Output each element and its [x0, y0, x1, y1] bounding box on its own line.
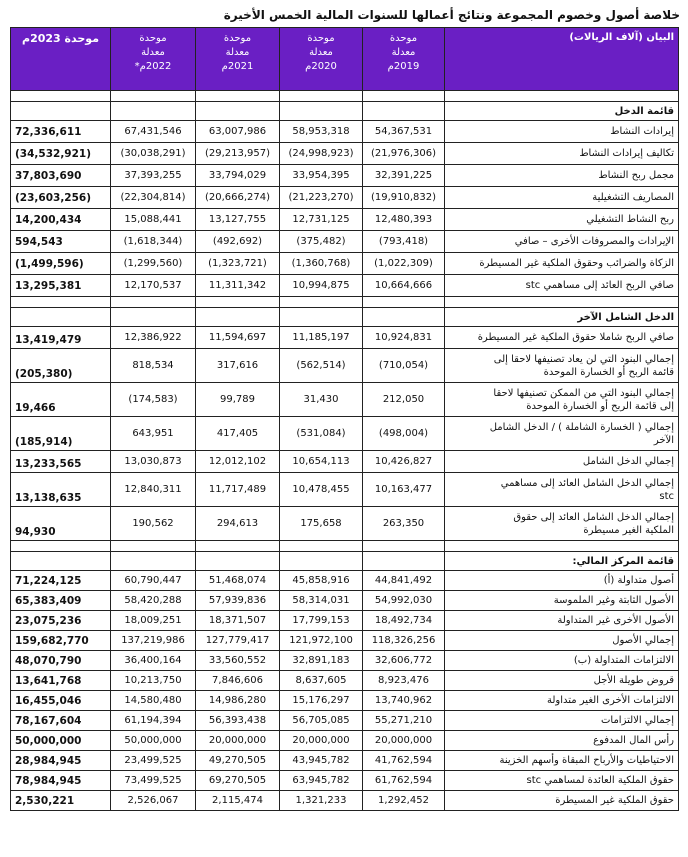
value-2023: 78,167,604	[11, 711, 111, 731]
header-year-2021: موحدة معدلة 2021م	[196, 28, 280, 91]
value-2021: 11,717,489	[196, 473, 280, 507]
value-2022: (1,299,560)	[111, 253, 196, 275]
value-2021: 127,779,417	[196, 631, 280, 651]
table-row	[11, 631, 679, 651]
value-2023: (205,380)	[11, 349, 111, 383]
value-2019: 54,367,531	[363, 121, 445, 143]
row-label	[445, 611, 679, 631]
section-title-row	[11, 308, 679, 327]
value-2021: 99,789	[196, 383, 280, 417]
row-label-line: إجمالي البنود التي لن يعاد تصنيفها لاحقا إلى	[493, 353, 674, 365]
row-label	[445, 571, 679, 591]
value-2022: 12,840,311	[111, 473, 196, 507]
empty-cell	[280, 552, 363, 571]
value-2021: 49,270,505	[196, 751, 280, 771]
value-2023: 16,455,046	[11, 691, 111, 711]
row-label-line: مجمل ربح النشاط	[598, 170, 674, 181]
empty-cell	[196, 102, 280, 121]
value-2019: 54,992,030	[363, 591, 445, 611]
table-row	[11, 731, 679, 751]
page-title: خلاصة أصول وخصوم المجموعة ونتائج أعمالها للسنوات المالية الخمس الأخيرة	[223, 8, 680, 22]
value-2019: 10,163,477	[363, 473, 445, 507]
value-2023: 13,138,635	[11, 473, 111, 507]
row-label-line: إجمالي الدخل الشامل العائد إلى حقوق	[513, 511, 674, 523]
value-2023: 37,803,690	[11, 165, 111, 187]
spacer-cell	[445, 91, 679, 102]
spacer-cell	[445, 541, 679, 552]
spacer-cell	[445, 297, 679, 308]
value-2020: 43,945,782	[280, 751, 363, 771]
row-label	[445, 187, 679, 209]
spacer-cell	[111, 297, 196, 308]
value-2022: 18,009,251	[111, 611, 196, 631]
value-2019: (498,004)	[363, 417, 445, 451]
table-row	[11, 187, 679, 209]
value-2021: 57,939,836	[196, 591, 280, 611]
table-row	[11, 751, 679, 771]
value-2023: 13,641,768	[11, 671, 111, 691]
spacer-cell	[196, 91, 280, 102]
value-2021: 417,405	[196, 417, 280, 451]
value-2020: 63,945,782	[280, 771, 363, 791]
row-label-line: إجمالي الدخل الشامل	[582, 456, 674, 467]
value-2023: 48,070,790	[11, 651, 111, 671]
value-2022: 23,499,525	[111, 751, 196, 771]
table-row	[11, 507, 679, 541]
value-2023: (34,532,921)	[11, 143, 111, 165]
value-2021: 2,115,474	[196, 791, 280, 811]
spacer-cell	[11, 91, 111, 102]
value-2022: 14,580,480	[111, 691, 196, 711]
row-label-line: صافي الربح شاملا حقوق الملكية غير المسيطرة	[477, 332, 674, 343]
row-label-line: الأصول الثابتة وغير الملموسة	[553, 595, 674, 606]
row-label-line: إجمالي الدخل الشامل العائد إلى مساهمي	[500, 477, 674, 489]
section-spacer	[11, 541, 679, 552]
value-2021: 294,613	[196, 507, 280, 541]
spacer-cell	[11, 297, 111, 308]
value-2020: (531,084)	[280, 417, 363, 451]
value-2023: 28,984,945	[11, 751, 111, 771]
table-row	[11, 791, 679, 811]
value-2021: 11,594,697	[196, 327, 280, 349]
row-label-line: إيرادات النشاط	[610, 126, 674, 137]
value-2019: 55,271,210	[363, 711, 445, 731]
table-row	[11, 571, 679, 591]
row-label-line: الملكية الغير مسيطرة	[583, 524, 674, 536]
value-2021: 51,468,074	[196, 571, 280, 591]
value-2022: 12,170,537	[111, 275, 196, 297]
row-label-line: قروض طويلة الأجل	[593, 675, 674, 686]
section-title-row	[11, 102, 679, 121]
value-2019: 10,664,666	[363, 275, 445, 297]
value-2023: 13,419,479	[11, 327, 111, 349]
spacer-cell	[111, 91, 196, 102]
value-2023: 13,295,381	[11, 275, 111, 297]
row-label	[445, 771, 679, 791]
table-row	[11, 275, 679, 297]
row-label	[445, 143, 679, 165]
value-2022: (30,038,291)	[111, 143, 196, 165]
value-2023: 50,000,000	[11, 731, 111, 751]
empty-cell	[363, 102, 445, 121]
value-2020: 121,972,100	[280, 631, 363, 651]
value-2019: 61,762,594	[363, 771, 445, 791]
value-2020: 17,799,153	[280, 611, 363, 631]
spacer-cell	[196, 297, 280, 308]
row-label	[445, 121, 679, 143]
value-2022: 190,562	[111, 507, 196, 541]
table-row	[11, 671, 679, 691]
spacer-cell	[280, 541, 363, 552]
spacer-cell	[111, 541, 196, 552]
row-label-line: قائمة الربح أو الخسارة الموحدة	[543, 366, 674, 378]
table-row	[11, 209, 679, 231]
row-label-line: الزكاة والضرائب وحقوق الملكية غير المسيطرة	[479, 258, 674, 269]
value-2019: 212,050	[363, 383, 445, 417]
value-2019: 8,923,476	[363, 671, 445, 691]
row-label-line: المصاريف التشغيلية	[592, 192, 674, 203]
value-2021: 12,012,102	[196, 451, 280, 473]
value-2022: 643,951	[111, 417, 196, 451]
row-label	[445, 507, 679, 541]
row-label	[445, 691, 679, 711]
value-2022: (1,618,344)	[111, 231, 196, 253]
value-2022: 15,088,441	[111, 209, 196, 231]
spacer-cell	[11, 541, 111, 552]
value-2023: 594,543	[11, 231, 111, 253]
table-row	[11, 349, 679, 383]
row-label	[445, 451, 679, 473]
value-2023: (185,914)	[11, 417, 111, 451]
empty-cell	[363, 552, 445, 571]
value-2019: 263,350	[363, 507, 445, 541]
value-2022: 37,393,255	[111, 165, 196, 187]
value-2021: 18,371,507	[196, 611, 280, 631]
row-label-line: ربح النشاط التشغيلي	[586, 214, 674, 225]
value-2022: 12,386,922	[111, 327, 196, 349]
table-row	[11, 417, 679, 451]
value-2019: (1,022,309)	[363, 253, 445, 275]
row-label	[445, 473, 679, 507]
value-2020: 58,314,031	[280, 591, 363, 611]
table-row	[11, 591, 679, 611]
value-2020: 1,321,233	[280, 791, 363, 811]
value-2020: 15,176,297	[280, 691, 363, 711]
table-body	[11, 91, 679, 811]
header-label: البيان (آلاف الريالات)	[445, 28, 679, 91]
value-2019: 32,391,225	[363, 165, 445, 187]
value-2019: 13,740,962	[363, 691, 445, 711]
row-label-line: الالتزامات المتداولة (ب)	[573, 655, 674, 666]
value-2019: 1,292,452	[363, 791, 445, 811]
section-title: قائمة الدخل	[445, 102, 679, 121]
value-2023: 14,200,434	[11, 209, 111, 231]
row-label	[445, 731, 679, 751]
value-2020: 20,000,000	[280, 731, 363, 751]
value-2021: 33,794,029	[196, 165, 280, 187]
value-2023: 159,682,770	[11, 631, 111, 651]
value-2021: 14,986,280	[196, 691, 280, 711]
value-2022: 10,213,750	[111, 671, 196, 691]
value-2020: 58,953,318	[280, 121, 363, 143]
row-label-line: حقوق الملكية غير المسيطرة	[555, 795, 674, 806]
value-2023: 94,930	[11, 507, 111, 541]
section-spacer	[11, 297, 679, 308]
value-2021: (29,213,957)	[196, 143, 280, 165]
value-2022: 50,000,000	[111, 731, 196, 751]
empty-cell	[111, 102, 196, 121]
value-2022: 13,030,873	[111, 451, 196, 473]
table-row	[11, 771, 679, 791]
empty-cell	[280, 102, 363, 121]
value-2020: 11,185,197	[280, 327, 363, 349]
value-2019: 20,000,000	[363, 731, 445, 751]
value-2021: 69,270,505	[196, 771, 280, 791]
row-label-line: إلى قائمة الربح أو الخسارة الموحدة	[526, 400, 674, 412]
value-2019: (710,054)	[363, 349, 445, 383]
table-row	[11, 611, 679, 631]
spacer-cell	[363, 541, 445, 552]
row-label-line: إجمالي الأصول	[612, 635, 674, 646]
table-row	[11, 253, 679, 275]
row-label-line: حقوق الملكية العائدة لمساهمي stc	[526, 775, 674, 786]
value-2021: 33,560,552	[196, 651, 280, 671]
row-label	[445, 165, 679, 187]
value-2023: 72,336,611	[11, 121, 111, 143]
row-label-line: أصول متداولة (أ)	[603, 575, 674, 586]
value-2020: 32,891,183	[280, 651, 363, 671]
row-label-line: إجمالي ( الخسارة الشاملة ) / الدخل الشامل	[489, 421, 674, 433]
table-row	[11, 711, 679, 731]
value-2022: (174,583)	[111, 383, 196, 417]
empty-cell	[111, 552, 196, 571]
value-2019: (21,976,306)	[363, 143, 445, 165]
row-label	[445, 417, 679, 451]
value-2020: 175,658	[280, 507, 363, 541]
value-2020: 10,654,113	[280, 451, 363, 473]
row-label-line: إجمالي الالتزامات	[600, 715, 674, 726]
value-2019: 10,426,827	[363, 451, 445, 473]
row-label	[445, 631, 679, 651]
value-2019: 118,326,256	[363, 631, 445, 651]
value-2019: 32,606,772	[363, 651, 445, 671]
value-2023: 23,075,236	[11, 611, 111, 631]
spacer-cell	[363, 297, 445, 308]
value-2023: 78,984,945	[11, 771, 111, 791]
header-year-2019: موحدة معدلة 2019م	[363, 28, 445, 91]
row-label	[445, 275, 679, 297]
table-row	[11, 651, 679, 671]
table-row	[11, 473, 679, 507]
row-label	[445, 591, 679, 611]
empty-cell	[11, 102, 111, 121]
row-label-line: صافي الربح العائد إلى مساهمي stc	[525, 280, 674, 291]
row-label	[445, 253, 679, 275]
row-label	[445, 751, 679, 771]
row-label-line: الإيرادات والمصروفات الأخرى – صافي	[514, 236, 674, 247]
empty-cell	[196, 308, 280, 327]
value-2021: 11,311,342	[196, 275, 280, 297]
value-2022: 2,526,067	[111, 791, 196, 811]
value-2019: 18,492,734	[363, 611, 445, 631]
row-label	[445, 349, 679, 383]
header-year-2020: موحدة معدلة 2020م	[280, 28, 363, 91]
value-2020: (21,223,270)	[280, 187, 363, 209]
value-2020: 8,637,605	[280, 671, 363, 691]
value-2019: (19,910,832)	[363, 187, 445, 209]
empty-cell	[11, 308, 111, 327]
empty-cell	[280, 308, 363, 327]
row-label	[445, 327, 679, 349]
value-2021: 20,000,000	[196, 731, 280, 751]
row-label-line: الالتزامات الأخرى الغير متداولة	[546, 695, 674, 706]
table-row	[11, 691, 679, 711]
row-label	[445, 711, 679, 731]
section-title-row	[11, 552, 679, 571]
value-2021: 13,127,755	[196, 209, 280, 231]
value-2020: 33,954,395	[280, 165, 363, 187]
value-2019: 12,480,393	[363, 209, 445, 231]
row-label-line: تكاليف إيرادات النشاط	[579, 148, 674, 159]
table-row	[11, 451, 679, 473]
value-2020: 56,705,085	[280, 711, 363, 731]
table-row	[11, 121, 679, 143]
row-label	[445, 231, 679, 253]
row-label-line: stc	[659, 490, 674, 502]
section-title: الدخل الشامل الآخر	[445, 308, 679, 327]
row-label-line: رأس المال المدفوع	[593, 735, 674, 746]
value-2021: (492,692)	[196, 231, 280, 253]
empty-cell	[111, 308, 196, 327]
value-2022: 73,499,525	[111, 771, 196, 791]
value-2021: 63,007,986	[196, 121, 280, 143]
value-2020: (562,514)	[280, 349, 363, 383]
row-label	[445, 383, 679, 417]
value-2022: 67,431,546	[111, 121, 196, 143]
value-2023: 71,224,125	[11, 571, 111, 591]
value-2022: 58,420,288	[111, 591, 196, 611]
value-2019: 44,841,492	[363, 571, 445, 591]
value-2023: (23,603,256)	[11, 187, 111, 209]
value-2022: 818,534	[111, 349, 196, 383]
value-2020: 10,478,455	[280, 473, 363, 507]
value-2022: 36,400,164	[111, 651, 196, 671]
table-row	[11, 143, 679, 165]
value-2023: 19,466	[11, 383, 111, 417]
value-2020: 31,430	[280, 383, 363, 417]
value-2022: (22,304,814)	[111, 187, 196, 209]
header-year-2023: موحدة 2023م	[11, 28, 111, 91]
spacer-cell	[280, 91, 363, 102]
value-2020: 10,994,875	[280, 275, 363, 297]
value-2022: 137,219,986	[111, 631, 196, 651]
financial-summary-table	[10, 27, 679, 811]
value-2021: (20,666,274)	[196, 187, 280, 209]
value-2019: (793,418)	[363, 231, 445, 253]
header-year-2022: موحدة معدلة 2022م*	[111, 28, 196, 91]
value-2023: 2,530,221	[11, 791, 111, 811]
table-row	[11, 383, 679, 417]
value-2020: (1,360,768)	[280, 253, 363, 275]
row-label	[445, 209, 679, 231]
section-title: قائمة المركز المالي:	[445, 552, 679, 571]
value-2021: 317,616	[196, 349, 280, 383]
value-2020: (24,998,923)	[280, 143, 363, 165]
value-2020: (375,482)	[280, 231, 363, 253]
row-label-line: الاحتياطيات والأرباح المبقاة وأسهم الخزينة	[499, 755, 674, 766]
table-row	[11, 231, 679, 253]
empty-cell	[11, 552, 111, 571]
table-row	[11, 165, 679, 187]
row-label	[445, 671, 679, 691]
row-label-line: إجمالي البنود التي من الممكن تصنيفها لاحقا	[493, 387, 674, 399]
row-label	[445, 651, 679, 671]
value-2022: 60,790,447	[111, 571, 196, 591]
value-2021: 56,393,438	[196, 711, 280, 731]
value-2019: 10,924,831	[363, 327, 445, 349]
value-2020: 12,731,125	[280, 209, 363, 231]
section-spacer	[11, 91, 679, 102]
table-row	[11, 327, 679, 349]
value-2020: 45,858,916	[280, 571, 363, 591]
spacer-cell	[196, 541, 280, 552]
empty-cell	[363, 308, 445, 327]
value-2023: 13,233,565	[11, 451, 111, 473]
value-2021: 7,846,606	[196, 671, 280, 691]
value-2022: 61,194,394	[111, 711, 196, 731]
row-label-line: الأصول الأخرى غير المتداولة	[557, 615, 674, 626]
value-2021: (1,323,721)	[196, 253, 280, 275]
value-2023: (1,499,596)	[11, 253, 111, 275]
row-label	[445, 791, 679, 811]
spacer-cell	[363, 91, 445, 102]
spacer-cell	[280, 297, 363, 308]
empty-cell	[196, 552, 280, 571]
row-label-line: الآخر	[653, 434, 674, 446]
table-header-row	[11, 28, 679, 91]
value-2023: 65,383,409	[11, 591, 111, 611]
value-2019: 41,762,594	[363, 751, 445, 771]
